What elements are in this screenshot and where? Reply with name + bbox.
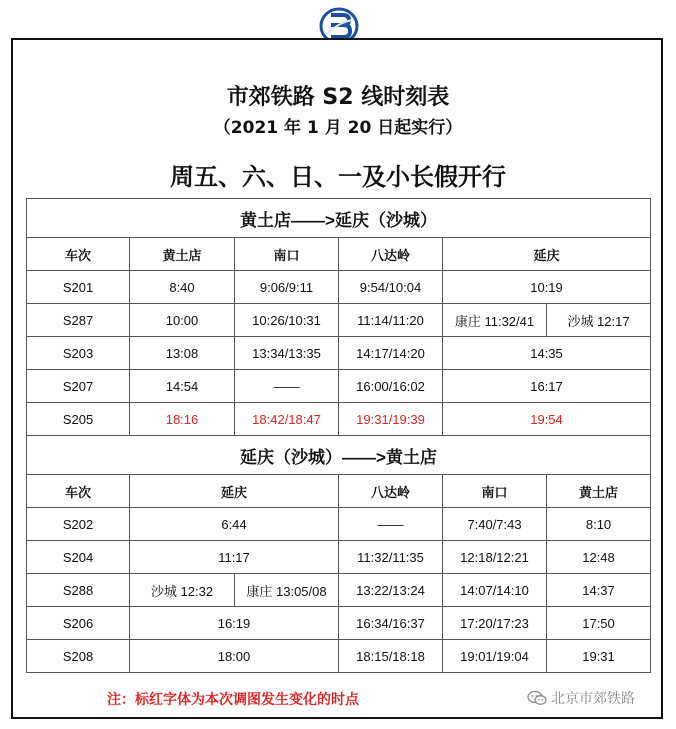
time-cell: 16:34/16:37 xyxy=(339,607,443,640)
time-cell: 8:10 xyxy=(547,508,651,541)
time-cell: 19:01/19:04 xyxy=(443,640,547,673)
table-row-changed xyxy=(27,403,651,436)
train-number: S287 xyxy=(27,304,130,337)
time-cell: 16:00/16:02 xyxy=(339,370,443,403)
header-cell: 南口 xyxy=(235,238,339,271)
time-cell: 19:54 xyxy=(443,403,651,436)
train-number: S208 xyxy=(27,640,130,673)
time-cell: 康庄 11:32/41 xyxy=(443,304,547,337)
operating-days: 周五、六、日、一及小长假开行 xyxy=(170,163,506,191)
table-row xyxy=(27,574,651,607)
changed-times-note: 注：标红字体为本次调图发生变化的时点 xyxy=(107,692,359,708)
time-cell: 7:40/7:43 xyxy=(443,508,547,541)
time-cell: 14:35 xyxy=(443,337,651,370)
time-cell: 19:31/19:39 xyxy=(339,403,443,436)
section-header-down xyxy=(27,199,651,238)
timetable xyxy=(26,198,651,673)
train-number: S203 xyxy=(27,337,130,370)
header-cell: 延庆 xyxy=(443,238,651,271)
train-number: S201 xyxy=(27,271,130,304)
column-headers xyxy=(27,475,651,508)
header-cell: 车次 xyxy=(27,475,130,508)
column-headers xyxy=(27,238,651,271)
time-cell: 16:19 xyxy=(130,607,339,640)
time-cell: 17:20/17:23 xyxy=(443,607,547,640)
time-cell: 9:54/10:04 xyxy=(339,271,443,304)
time-cell: 6:44 xyxy=(130,508,339,541)
table-row xyxy=(27,607,651,640)
time-cell: 14:07/14:10 xyxy=(443,574,547,607)
train-number: S207 xyxy=(27,370,130,403)
time-cell: 11:14/11:20 xyxy=(339,304,443,337)
train-number: S288 xyxy=(27,574,130,607)
page-title: 市郊铁路 S2 线时刻表 xyxy=(226,85,450,110)
effective-date: （2021 年 1 月 20 日起实行） xyxy=(213,118,463,138)
table-row xyxy=(27,337,651,370)
header-cell: 延庆 xyxy=(130,475,339,508)
time-cell: 9:06/9:11 xyxy=(235,271,339,304)
header-cell: 八达岭 xyxy=(339,475,443,508)
time-cell: 10:26/10:31 xyxy=(235,304,339,337)
time-cell: 10:00 xyxy=(130,304,235,337)
time-cell: 13:08 xyxy=(130,337,235,370)
time-cell: 19:31 xyxy=(547,640,651,673)
train-number: S204 xyxy=(27,541,130,574)
watermark xyxy=(527,688,635,708)
time-cell: 17:50 xyxy=(547,607,651,640)
time-cell: 11:32/11:35 xyxy=(339,541,443,574)
time-cell: 14:37 xyxy=(547,574,651,607)
header-cell: 黄土店 xyxy=(130,238,235,271)
train-number: S206 xyxy=(27,607,130,640)
time-cell: 11:17 xyxy=(130,541,339,574)
time-cell: 沙城 12:17 xyxy=(547,304,651,337)
header-cell: 南口 xyxy=(443,475,547,508)
train-number: S205 xyxy=(27,403,130,436)
table-row xyxy=(27,304,651,337)
table-row xyxy=(27,508,651,541)
table-row xyxy=(27,370,651,403)
watermark-text: 北京市郊铁路 xyxy=(551,691,635,707)
time-cell: 12:18/12:21 xyxy=(443,541,547,574)
section-title: 延庆（沙城）——>黄土店 xyxy=(27,436,651,475)
time-cell: —— xyxy=(235,370,339,403)
wechat-icon xyxy=(527,690,547,706)
time-cell: 14:54 xyxy=(130,370,235,403)
train-number: S202 xyxy=(27,508,130,541)
header-cell: 黄土店 xyxy=(547,475,651,508)
time-cell: 8:40 xyxy=(130,271,235,304)
time-cell: 14:17/14:20 xyxy=(339,337,443,370)
header-cell: 八达岭 xyxy=(339,238,443,271)
table-row xyxy=(27,271,651,304)
time-cell: —— xyxy=(339,508,443,541)
section-title: 黄土店——>延庆（沙城） xyxy=(27,199,651,238)
time-cell: 10:19 xyxy=(443,271,651,304)
time-cell: 18:16 xyxy=(130,403,235,436)
table-row xyxy=(27,541,651,574)
time-cell: 18:00 xyxy=(130,640,339,673)
section-header-up xyxy=(27,436,651,475)
time-cell: 18:42/18:47 xyxy=(235,403,339,436)
time-cell: 沙城 12:32 xyxy=(130,574,235,607)
time-cell: 18:15/18:18 xyxy=(339,640,443,673)
time-cell: 康庄 13:05/08 xyxy=(235,574,339,607)
time-cell: 12:48 xyxy=(547,541,651,574)
time-cell: 16:17 xyxy=(443,370,651,403)
time-cell: 13:22/13:24 xyxy=(339,574,443,607)
time-cell: 13:34/13:35 xyxy=(235,337,339,370)
header-cell: 车次 xyxy=(27,238,130,271)
table-row xyxy=(27,640,651,673)
